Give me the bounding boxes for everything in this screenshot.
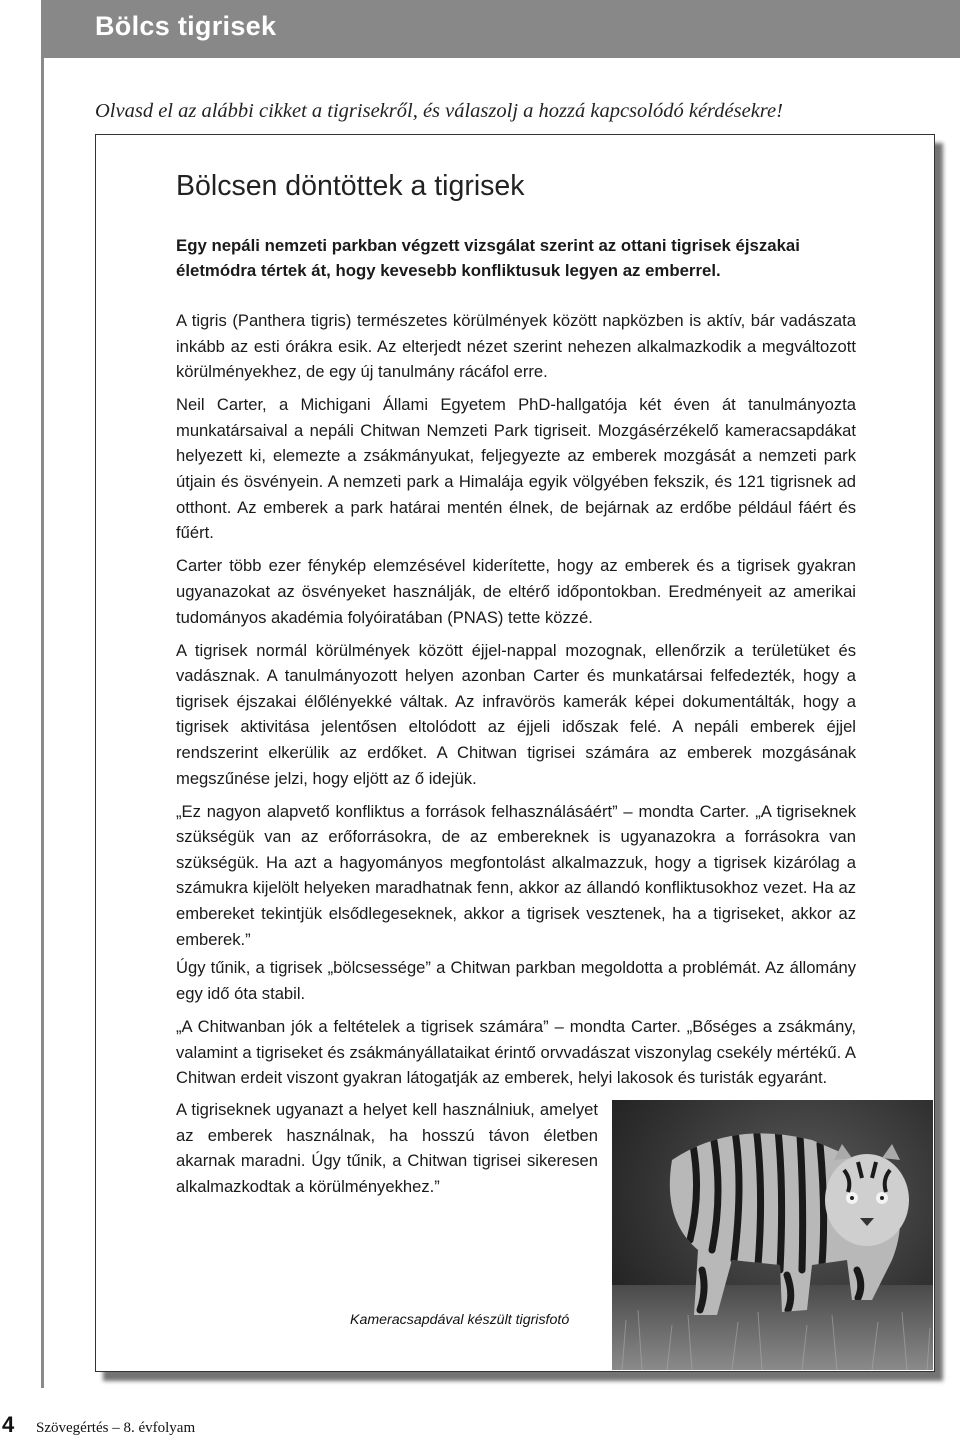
paragraph: Carter több ezer fénykép elemzésével kiderítette, hogy az emberek és a tigrisek gyakran ugyanazokat az ösvényeket használják, de eltérő időpontokban. Eredményeit az amerikai tudományos akadémia folyóiratában (PNAS) tette közzé. — [176, 556, 856, 627]
photo-caption: Kameracsapdával készült tigrisfotó — [350, 1312, 570, 1328]
paragraph: „A Chitwanban jók a feltételek a tigrisek számára” – mondta Carter. „Bőséges a zsákmány, valamint a tigriseket és zsákmányállataikat érintő orvvadászat viszonylag csekély mértékű. A Chitwan erdeit viszont gyakran látogatják az emberek, helyi lakosok és turisták egyaránt. — [176, 1016, 856, 1088]
article-title: Bölcsen döntöttek a tigrisek — [176, 170, 525, 202]
paragraph: Neil Carter, a Michigani Állami Egyetem PhD-hallgatója két éven át tanulmányozta munkatársaival a nepáli Chitwan Nemzeti Park tigriseit. Mozgásérzékelő kameracsapdákat helyezett ki, elemezte a zsákmányukat, feljegyezte az emberek mozgását a nemzeti park útjain és ösvényein. A nemzeti park a Himalája egyik völgyében fekszik, és 121 tigrisnek ad otthont. Az emberek a park határai mentén élnek, de bejárnak az erdőbe például fáért és fűért. — [176, 395, 856, 543]
paragraph-wrapped: A tigriseknek ugyanazt a helyet kell használniuk, amelyet az emberek használnak, ha hosszú távon életben akarnak maradni. Úgy tűnik, a Chitwan tigrisei sikeresen alkalmazkodtak a körülményekhez.” — [176, 1100, 598, 1196]
article-body — [176, 308, 856, 1098]
tiger-illustration — [612, 1100, 933, 1370]
paragraph: Úgy tűnik, a tigrisek „bölcsessége” a Chitwan parkban megoldotta a problémát. Az állomány egy idő óta stabil. — [176, 958, 856, 1003]
instruction-text: Olvasd el az alábbi cikket a tigrisekről, és válaszolj a hozzá kapcsolódó kérdésekre! — [95, 100, 783, 122]
paragraph: „Ez nagyon alapvető konfliktus a források felhasználásáért” – mondta Carter. „A tigriseknek szükségük van az erőforrásokra, de az embereknek is ugyanazokra a forrásokra van szükségük. Ha azt a hagyományos megfontolást alkalmazzuk, hogy a tigrisek kizárólag a számukra kijelölt helyeken maradhatnak fenn, akkor az állandó konfliktusokhoz vezet. Ha az embereket tekintjük elsődlegeseknek, akkor a tigrisek vesztenek, ha a tigriseket, akkor az emberek.” — [176, 801, 856, 949]
page-title: Bölcs tigrisek — [95, 11, 277, 41]
paragraph: A tigris (Panthera tigris) természetes körülmények között napközben is aktív, bár vadászata inkább az esti órákra esik. Az elterjedt nézet szerint nehezen alkalmazkodik a megváltozott körülményekhez, de egy új tanulmány rácáfol erre. — [176, 311, 856, 382]
paragraph: A tigrisek normál körülmények között éjjel-nappal mozognak, ellenőrzik a területüket és vadásznak. A tanulmányozott helyen azonban Carter és munkatársai felfedezték, hogy a tigrisek éjszakai élőlényekké váltak. Az infravörös kamerák képei dokumentálták, hogy a tigrisek aktivitása jelentősen eltolódott az éjjeli időszak felé. A nepáli emberek éjjel rendszerint elkerülik az erdőket. A Chitwan tigrisei számára az emberek mozgásának megszűnése jelzi, hogy eljött az ő idejük. — [176, 640, 856, 788]
tiger-photo — [612, 1100, 933, 1370]
footer-text: Szövegértés – 8. évfolyam — [36, 1420, 196, 1436]
article-lead: Egy nepáli nemzeti parkban végzett vizsgálat szerint az ottani tigrisek éjszakai életmódra tértek át, hogy kevesebb konfliktusuk legyen az emberrel. — [176, 236, 800, 280]
side-rule — [41, 58, 44, 1388]
page-number: 4 — [2, 1412, 15, 1437]
